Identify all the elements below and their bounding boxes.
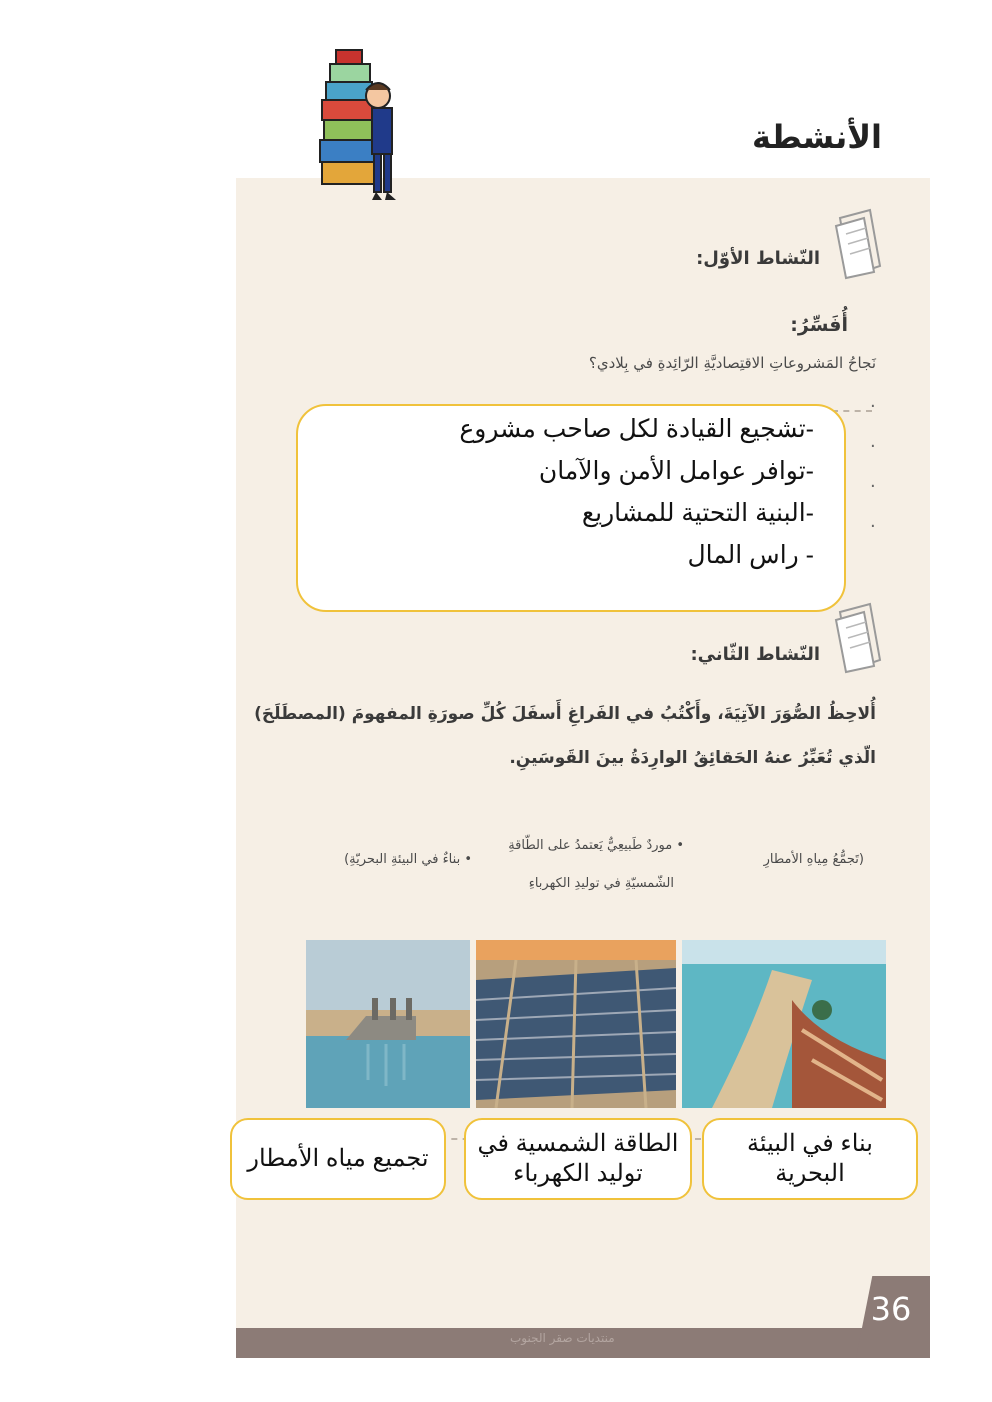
page-title: الأنشطة	[752, 118, 882, 156]
palm-island-photo	[682, 940, 886, 1108]
hint-right: (تَجمُّعُ مِياهِ الأمطارِ	[763, 852, 864, 867]
boy-with-books-icon	[316, 42, 416, 204]
hint-middle: الشّمسيّةِ في توليدِ الكهرباءِ	[528, 876, 674, 891]
label-box-right[interactable]: بناء في البيئة البحرية	[702, 1118, 918, 1200]
answer-text: -تشجيع القيادة لكل صاحب مشروع	[459, 415, 814, 443]
answer-line-1	[832, 410, 872, 412]
activity1-heading: النّشاط الأوّل:	[696, 248, 820, 269]
activity1-question: نَجاحُ المَشروعاتِ الاقتِصاديَّةِ الرّائِدةِ في بِلادي؟	[588, 354, 876, 372]
answer-bullet: ·	[870, 476, 876, 497]
answer-bullet: ·	[870, 396, 876, 417]
activity2-instruction: الّذي تُعَبِّرُ عنهُ الحَقائِقُ الوارِدَةُ بينَ القَوسَينِ.	[509, 748, 876, 768]
notebook-icon	[832, 600, 886, 674]
answer-text: -البنية التحتية للمشاريع	[581, 499, 814, 527]
label-box-middle[interactable]: الطاقة الشمسية في توليد الكهرباء	[464, 1118, 692, 1200]
notebook-icon	[832, 206, 886, 280]
activity2-instruction: أُلاحِظُ الصُّوَرَ الآتِيَةَ، وأَكْتُبُ في الفَراغِ أَسفَلَ كُلِّ صورَةِ المفهومَ (المصطَلَحَ)	[254, 704, 876, 724]
hint-middle: • موردٌ طَبيعِيٌّ يَعتمدُ على الطّاقةِ	[508, 838, 684, 853]
answer-box[interactable]	[296, 404, 846, 612]
label-box-left[interactable]: تجميع مياه الأمطار	[230, 1118, 446, 1200]
hint-left: • بناءٌ في البيئةِ البحريّةِ)	[344, 852, 472, 867]
page-number: 36	[870, 1290, 912, 1328]
watermark: منتديات صقر الجنوب	[510, 1331, 615, 1345]
answer-bullet: ·	[870, 516, 876, 537]
answer-text: -توافر عوامل الأمن والآمان	[538, 457, 814, 485]
dam-photo	[306, 940, 470, 1108]
activity2-heading: النّشاط الثّاني:	[690, 644, 820, 665]
activity1-instruction: أُفَسِّرُ:	[790, 314, 848, 336]
answer-text: - راس المال	[687, 541, 814, 569]
answer-bullet: ·	[870, 436, 876, 457]
solar-farm-photo	[476, 940, 676, 1108]
